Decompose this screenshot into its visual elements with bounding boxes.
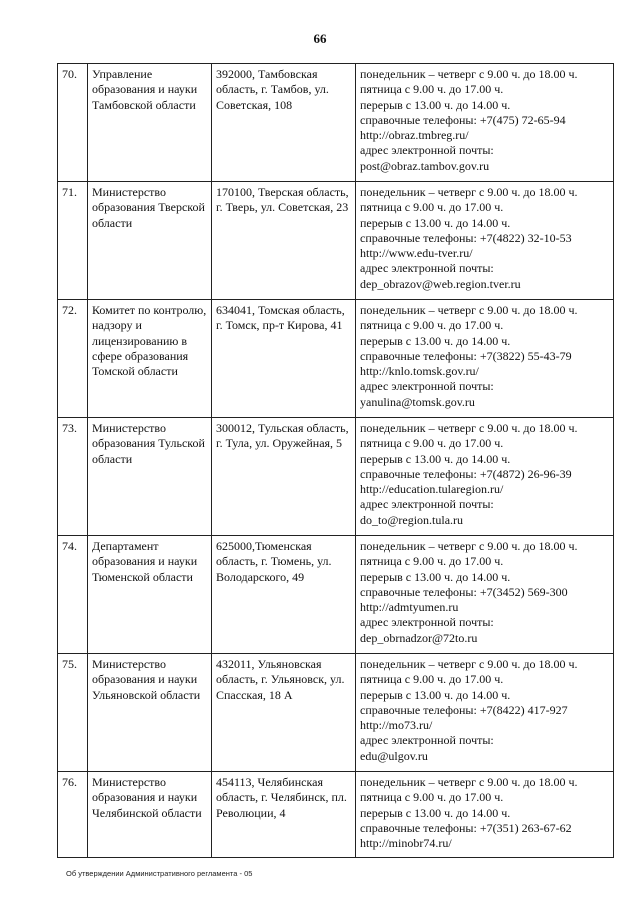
page-number: 66 bbox=[313, 31, 327, 46]
table-row bbox=[58, 418, 614, 536]
row-number: 76. bbox=[58, 772, 88, 858]
schedule-friday: пятница с 9.00 ч. до 17.00 ч. bbox=[360, 554, 504, 569]
phone-numbers: справочные телефоны: +7(3452) 569-300 bbox=[360, 584, 568, 599]
organization-address: 392000, Тамбовская область, г. Тамбов, ул. Советская, 108 bbox=[212, 64, 356, 182]
organization-name: Министерство образования Тверской области bbox=[88, 182, 212, 300]
table-row bbox=[58, 536, 614, 654]
document-footer: Об утверждении Административного регламента - 05 bbox=[66, 869, 253, 878]
schedule-weekdays: понедельник – четверг с 9.00 ч. до 18.00 ч. bbox=[360, 303, 578, 317]
table-row bbox=[58, 64, 614, 182]
schedule-break: перерыв с 13.00 ч. до 14.00 ч. bbox=[360, 569, 511, 584]
schedule-break: перерыв с 13.00 ч. до 14.00 ч. bbox=[360, 805, 511, 820]
schedule-break: перерыв с 13.00 ч. до 14.00 ч. bbox=[360, 333, 511, 348]
contact-schedule bbox=[356, 772, 614, 858]
schedule-weekdays: понедельник – четверг с 9.00 ч. до 18.00 ч. bbox=[360, 67, 578, 81]
schedule-break: перерыв с 13.00 ч. до 14.00 ч. bbox=[360, 687, 511, 702]
email-label: адрес электронной почты: bbox=[360, 733, 494, 748]
schedule-friday: пятница с 9.00 ч. до 17.00 ч. bbox=[360, 82, 504, 97]
schedule-break: перерыв с 13.00 ч. до 14.00 ч. bbox=[360, 97, 511, 112]
row-number: 74. bbox=[58, 536, 88, 654]
row-number: 71. bbox=[58, 182, 88, 300]
contact-schedule bbox=[356, 64, 614, 182]
email-label: адрес электронной почты: bbox=[360, 143, 494, 158]
organization-name: Департамент образования и науки Тюменской области bbox=[88, 536, 212, 654]
organization-name: Комитет по контролю, надзору и лицензированию в сфере образования Томской области bbox=[88, 300, 212, 418]
email-address[interactable]: dep_obrnadzor@72to.ru bbox=[360, 630, 478, 645]
email-label: адрес электронной почты: bbox=[360, 615, 494, 630]
organization-address: 634041, Томская область, г. Томск, пр-т Кирова, 41 bbox=[212, 300, 356, 418]
phone-numbers: справочные телефоны: +7(8422) 417-927 bbox=[360, 702, 568, 717]
row-number: 70. bbox=[58, 64, 88, 182]
email-address[interactable]: do_to@region.tula.ru bbox=[360, 512, 464, 527]
website-link[interactable]: http://minobr74.ru/ bbox=[360, 836, 452, 851]
organization-address: 432011, Ульяновская область, г. Ульяновск, ул. Спасская, 18 А bbox=[212, 654, 356, 772]
website-link[interactable]: http://admtyumen.ru bbox=[360, 600, 459, 615]
schedule-friday: пятница с 9.00 ч. до 17.00 ч. bbox=[360, 436, 504, 451]
table-row bbox=[58, 182, 614, 300]
organization-address: 300012, Тульская область, г. Тула, ул. Оружейная, 5 bbox=[212, 418, 356, 536]
row-number: 72. bbox=[58, 300, 88, 418]
email-label: адрес электронной почты: bbox=[360, 379, 494, 394]
contact-schedule bbox=[356, 536, 614, 654]
organization-address: 170100, Тверская область, г. Тверь, ул. Советская, 23 bbox=[212, 182, 356, 300]
row-number: 75. bbox=[58, 654, 88, 772]
email-address[interactable]: dep_obrazov@web.region.tver.ru bbox=[360, 276, 521, 291]
organization-address: 625000,Тюменская область, г. Тюмень, ул. Володарского, 49 bbox=[212, 536, 356, 654]
row-number: 73. bbox=[58, 418, 88, 536]
schedule-weekdays: понедельник – четверг с 9.00 ч. до 18.00 ч. bbox=[360, 775, 578, 789]
website-link[interactable]: http://obraz.tmbreg.ru/ bbox=[360, 128, 469, 143]
website-link[interactable]: http://mo73.ru/ bbox=[360, 718, 433, 733]
website-link[interactable]: http://knlo.tomsk.gov.ru/ bbox=[360, 364, 479, 379]
organization-name: Министерство образования и науки Ульяновской области bbox=[88, 654, 212, 772]
schedule-friday: пятница с 9.00 ч. до 17.00 ч. bbox=[360, 790, 504, 805]
table-row bbox=[58, 300, 614, 418]
schedule-break: перерыв с 13.00 ч. до 14.00 ч. bbox=[360, 215, 511, 230]
website-link[interactable]: http://www.edu-tver.ru/ bbox=[360, 246, 473, 261]
contact-schedule bbox=[356, 182, 614, 300]
phone-numbers: справочные телефоны: +7(3822) 55-43-79 bbox=[360, 348, 572, 363]
schedule-friday: пятница с 9.00 ч. до 17.00 ч. bbox=[360, 672, 504, 687]
phone-numbers: справочные телефоны: +7(4872) 26-96-39 bbox=[360, 466, 572, 481]
schedule-friday: пятница с 9.00 ч. до 17.00 ч. bbox=[360, 318, 504, 333]
schedule-weekdays: понедельник – четверг с 9.00 ч. до 18.00 ч. bbox=[360, 539, 578, 553]
phone-numbers: справочные телефоны: +7(351) 263-67-62 bbox=[360, 820, 572, 835]
phone-numbers: справочные телефоны: +7(4822) 32-10-53 bbox=[360, 230, 572, 245]
organization-address: 454113, Челябинская область, г. Челябинск, пл. Революции, 4 bbox=[212, 772, 356, 858]
email-label: адрес электронной почты: bbox=[360, 261, 494, 276]
schedule-break: перерыв с 13.00 ч. до 14.00 ч. bbox=[360, 451, 511, 466]
organization-name: Министерство образования и науки Челябинской области bbox=[88, 772, 212, 858]
table-row bbox=[58, 772, 614, 858]
website-link[interactable]: http://education.tularegion.ru/ bbox=[360, 482, 504, 497]
email-label: адрес электронной почты: bbox=[360, 497, 494, 512]
email-address[interactable]: edu@ulgov.ru bbox=[360, 748, 428, 763]
phone-numbers: справочные телефоны: +7(475) 72-65-94 bbox=[360, 112, 566, 127]
contact-schedule bbox=[356, 418, 614, 536]
authority-table bbox=[57, 63, 614, 858]
schedule-weekdays: понедельник – четверг с 9.00 ч. до 18.00 ч. bbox=[360, 185, 578, 199]
organization-name: Министерство образования Тульской области bbox=[88, 418, 212, 536]
schedule-weekdays: понедельник – четверг с 9.00 ч. до 18.00 ч. bbox=[360, 421, 578, 435]
table-row bbox=[58, 654, 614, 772]
contact-schedule bbox=[356, 654, 614, 772]
email-address[interactable]: post@obraz.tambov.gov.ru bbox=[360, 158, 490, 173]
schedule-weekdays: понедельник – четверг с 9.00 ч. до 18.00 ч. bbox=[360, 657, 578, 671]
email-address[interactable]: yanulina@tomsk.gov.ru bbox=[360, 394, 475, 409]
organization-name: Управление образования и науки Тамбовской области bbox=[88, 64, 212, 182]
contact-schedule bbox=[356, 300, 614, 418]
schedule-friday: пятница с 9.00 ч. до 17.00 ч. bbox=[360, 200, 504, 215]
